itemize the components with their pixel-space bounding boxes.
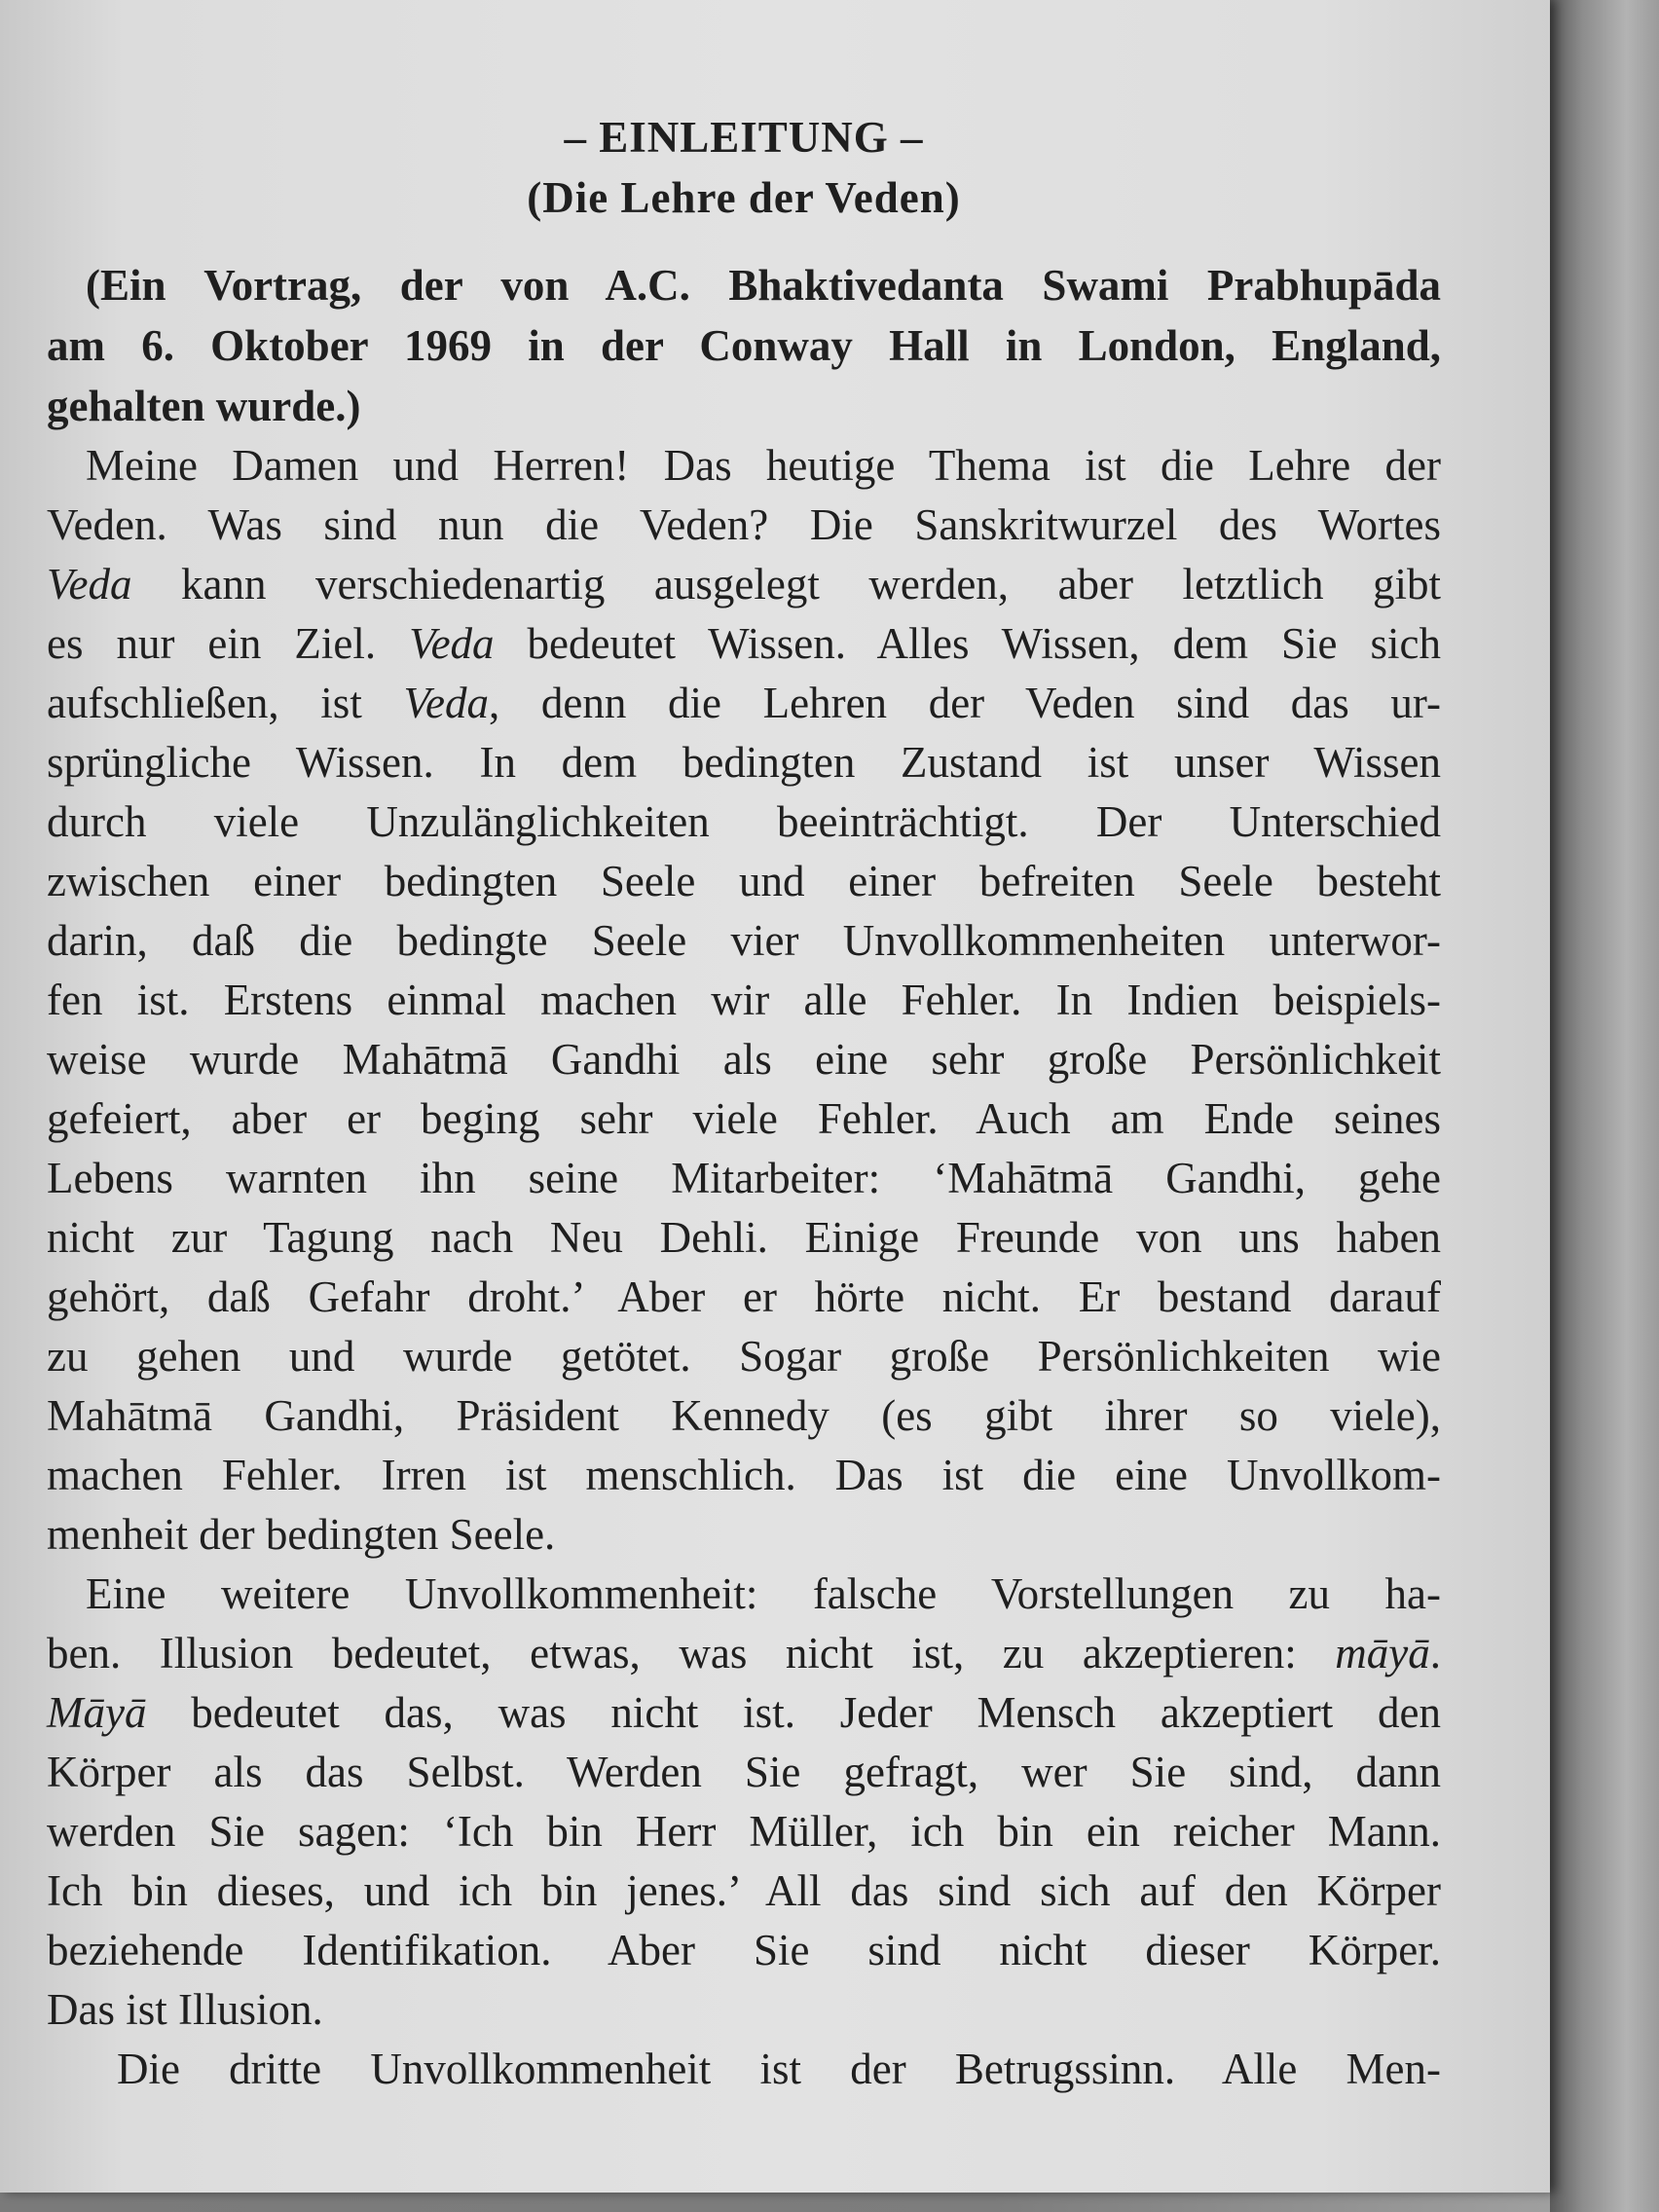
text-line: durch viele Unzulänglichkeiten beeinträchtigt. Der Unterschied — [47, 797, 1441, 846]
text-line: darin, daß die bedingte Seele vier Unvollkommenheiten unterwor- — [47, 916, 1441, 965]
text-line: machen Fehler. Irren ist menschlich. Das ist die eine Unvollkom- — [47, 1451, 1441, 1499]
text-line: fen ist. Erstens einmal machen wir alle Fehler. In Indien beispiels- — [47, 976, 1441, 1024]
text-line: aufschließen, ist Veda, denn die Lehren der Veden sind das ur- — [47, 679, 1441, 727]
text-line: werden Sie sagen: ‘Ich bin Herr Müller, ich bin ein reicher Mann. — [47, 1807, 1441, 1856]
chapter-title: – EINLEITUNG – — [564, 113, 924, 162]
text-line: nicht zur Tagung nach Neu Dehli. Einige Freunde von uns haben — [47, 1213, 1441, 1262]
text-line: Veda kann verschiedenartig ausgelegt werden, aber letztlich gibt — [47, 560, 1441, 608]
lecture-note-line: am 6. Oktober 1969 in der Conway Hall in London, England, — [47, 321, 1441, 370]
text-line: gehört, daß Gefahr droht.’ Aber er hörte nicht. Er bestand darauf — [47, 1272, 1441, 1321]
paragraph-3 — [47, 2040, 1441, 2099]
page-content — [47, 107, 1441, 2099]
paragraph-2 — [47, 1565, 1441, 2040]
text-line: gefeiert, aber er beging sehr viele Fehler. Auch am Ende seines — [47, 1094, 1441, 1143]
text-line: menheit der bedingten Seele. — [47, 1510, 556, 1559]
paragraph-1 — [47, 436, 1441, 1565]
text-line: Die dritte Unvollkommenheit ist der Betrugssinn. Alle Men- — [117, 2045, 1441, 2093]
text-line: Lebens warnten ihn seine Mitarbeiter: ‘Mahātmā Gandhi, gehe — [47, 1154, 1441, 1202]
chapter-subtitle: (Die Lehre der Veden) — [527, 173, 961, 222]
text-line: Körper als das Selbst. Werden Sie gefragt, wer Sie sind, dann — [47, 1748, 1441, 1796]
text-line: Mahātmā Gandhi, Präsident Kennedy (es gibt ihrer so viele), — [47, 1391, 1441, 1440]
text-line: es nur ein Ziel. Veda bedeutet Wissen. Alles Wissen, dem Sie sich — [47, 619, 1441, 668]
text-line: ben. Illusion bedeutet, etwas, was nicht ist, zu akzeptieren: māyā. — [47, 1629, 1441, 1677]
text-line: Veden. Was sind nun die Veden? Die Sanskritwurzel des Wortes — [47, 500, 1441, 549]
lecture-note-line: (Ein Vortrag, der von A.C. Bhaktivedanta Swami Prabhupāda — [86, 261, 1441, 310]
text-line: weise wurde Mahātmā Gandhi als eine sehr große Persönlichkeit — [47, 1035, 1441, 1084]
chapter-heading — [47, 107, 1441, 228]
text-line: Eine weitere Unvollkommenheit: falsche Vorstellungen zu ha- — [86, 1569, 1441, 1618]
text-line: Ich bin dieses, und ich bin jenes.’ All das sind sich auf den Körper — [47, 1866, 1441, 1915]
text-line: zu gehen und wurde getötet. Sogar große Persönlichkeiten wie — [47, 1332, 1441, 1381]
text-line: beziehende Identifikation. Aber Sie sind nicht dieser Körper. — [47, 1926, 1441, 1974]
text-line: Das ist Illusion. — [47, 1985, 323, 2034]
text-line: zwischen einer bedingten Seele und einer befreiten Seele besteht — [47, 857, 1441, 905]
text-line: Māyā bedeutet das, was nicht ist. Jeder Mensch akzeptiert den — [47, 1688, 1441, 1737]
book-spine — [1550, 0, 1659, 2212]
lecture-note — [47, 255, 1441, 436]
text-line: Meine Damen und Herren! Das heutige Thema ist die Lehre der — [86, 441, 1441, 490]
text-line: sprüngliche Wissen. In dem bedingten Zustand ist unser Wissen — [47, 738, 1441, 787]
lecture-note-line: gehalten wurde.) — [47, 382, 361, 430]
